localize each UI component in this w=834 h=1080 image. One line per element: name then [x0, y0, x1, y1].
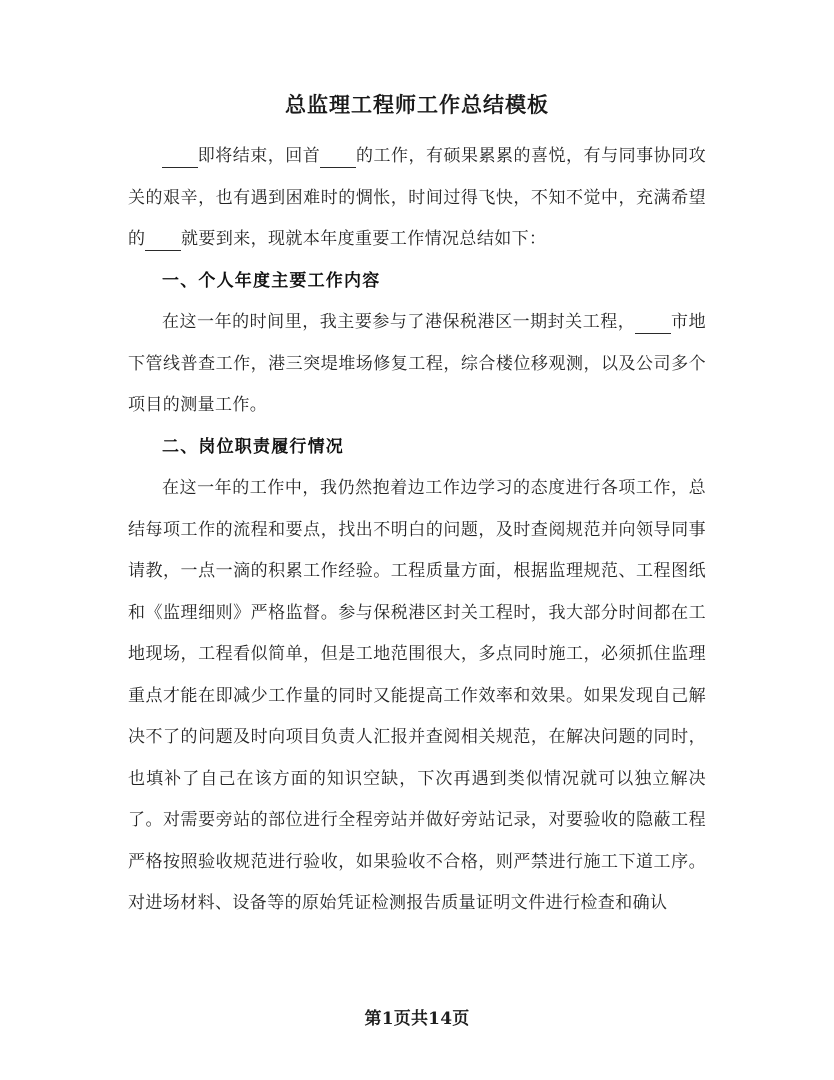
fill-in-blank: [162, 146, 198, 168]
fill-in-blank: [145, 229, 181, 251]
paragraph-section-2: 在这一年的工作中，我仍然抱着边工作边学习的态度进行各项工作，总结每项工作的流程和要点，找出不明白的问题，及时查阅规范并向领导同事请教，一点一滴的积累工作经验。工程质量方面，根据监理规范、工程图纸和《监理细则》严格监督。参与保税港区封关工程时，我大部分时间都在工地现场，工程看似简单，但是工地范围很大，多点同时施工，必须抓住监理重点才能在即减少工作量的同时又能提高工作效率和效果。如果发现自己解决不了的问题及时向项目负责人汇报并查阅相关规范，在解决问题的同时，也填补了自己在该方面的知识空缺，下次再遇到类似情况就可以独立解决了。对需要旁站的部位进行全程旁站并做好旁站记录，对要验收的隐蔽工程严格按照验收规范进行验收，如果验收不合格，则严禁进行施工下道工序。对进场材料、设备等的原始凭证检测报告质量证明文件进行检查和确认: [128, 478, 706, 913]
page-title: 总监理工程师工作总结模板: [285, 92, 549, 117]
section-heading-1: 一、个人年度主要工作内容: [162, 270, 381, 291]
paragraph-intro: 即将结束，回首 的工作，有硕果累累的喜悦，有与同事协同攻关的艰辛，也有遇到困难时的惆怅，时间过得飞快，不知不觉中，充满希望的 就要到来，现就本年度重要工作情况总结如下：: [128, 146, 706, 249]
paragraph-section-1: 在这一年的时间里，我主要参与了港保税港区一期封关工程， 市地下管线普查工作，港三突堤堆场修复工程，综合楼位移观测，以及公司多个项目的测量工作。: [128, 312, 706, 415]
section-heading-2: 二、岗位职责履行情况: [162, 436, 344, 457]
page-number-label: 第1页共14页: [364, 1009, 470, 1029]
fill-in-blank: [320, 146, 356, 168]
fill-in-blank: [635, 312, 671, 334]
page-footer: [0, 1006, 834, 1032]
document-body: [128, 88, 706, 925]
